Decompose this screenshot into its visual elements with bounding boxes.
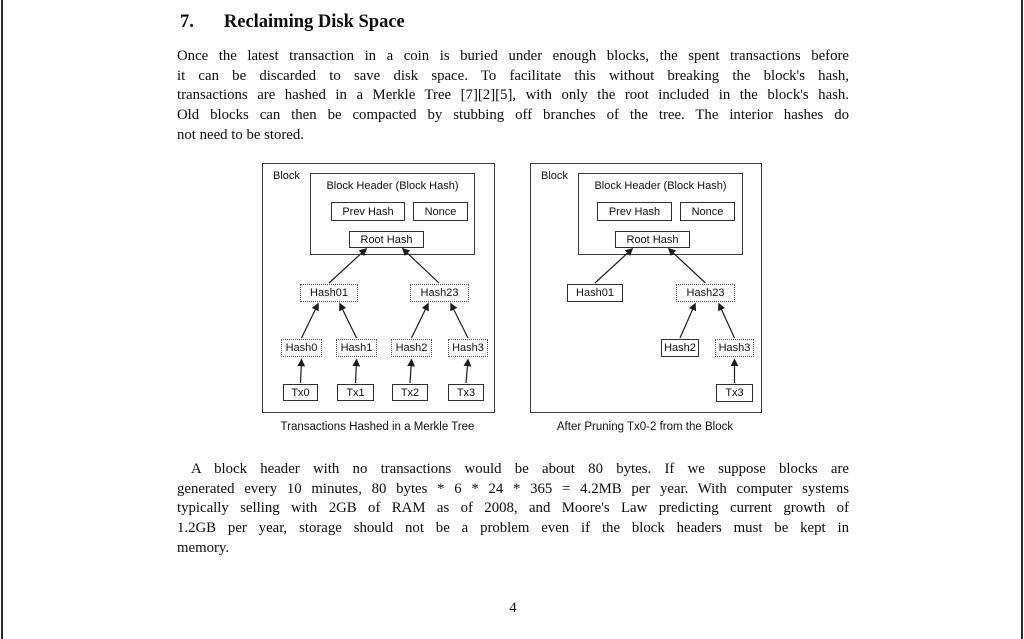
hash3-box (448, 339, 488, 357)
pruned-merkle-tree-figure (530, 163, 762, 413)
section-title-text: Reclaiming Disk Space (223, 12, 405, 32)
tx3-box (716, 384, 753, 402)
page-edge-right (1021, 0, 1023, 639)
nonce-label: Nonce (691, 205, 724, 218)
prev-hash-label: Prev Hash (342, 205, 394, 218)
merkle-tree-figure (262, 163, 495, 413)
hash23-box (410, 284, 469, 302)
paragraph-line: 1.2GB per year, storage should not be a problem even if the block headers must be kept in (177, 519, 849, 536)
tx2-label: Tx2 (400, 386, 420, 399)
prev-hash-box (597, 202, 672, 221)
hash01-label: Hash01 (310, 287, 348, 299)
hash01-box (567, 284, 623, 302)
figure-caption-right: After Pruning Tx0-2 from the Block (556, 421, 734, 433)
tx3-label: Tx3 (456, 386, 476, 399)
tx3-label: Tx3 (725, 387, 744, 399)
prev-hash-box (331, 202, 405, 221)
block-header-label: Block Header (Block Hash) (326, 180, 459, 192)
tx1-label: Tx1 (346, 386, 365, 399)
section-title (180, 12, 405, 33)
nonce-label: Nonce (424, 205, 457, 218)
paragraph-line: it can be discarded to save disk space. To facilitate this without breaking the block's hash, (177, 67, 849, 84)
hash01-box (300, 284, 358, 302)
nonce-box (413, 202, 468, 221)
tx0-label: Tx0 (291, 386, 310, 399)
hash2-box (391, 339, 432, 357)
tx0-box (283, 384, 318, 401)
hash23-box (676, 284, 735, 302)
root-hash-label: Root Hash (360, 233, 413, 246)
tx2-box (392, 384, 428, 401)
block-header-box (310, 173, 475, 255)
paragraph-line: Once the latest transaction in a coin is buried under enough blocks, the spent transactions before (177, 48, 849, 64)
hash23-label: Hash23 (686, 287, 725, 299)
paragraph-line: Old blocks can then be compacted by stubbing off branches of the tree. The interior hashes do (177, 106, 849, 123)
hash2-label: Hash2 (664, 342, 696, 354)
paragraph-line: not need to be stored. (177, 126, 304, 143)
block-label: Block (541, 170, 568, 182)
hash1-label: Hash1 (340, 342, 373, 354)
paragraph-line: memory. (177, 539, 230, 556)
hash0-label: Hash0 (285, 342, 318, 354)
hash3-label: Hash3 (718, 342, 751, 354)
prev-hash-label: Prev Hash (608, 205, 661, 218)
paragraph-1 (177, 47, 849, 145)
tx3-box (448, 384, 484, 401)
block-label: Block (273, 170, 300, 182)
hash3-box (715, 339, 754, 357)
hash3-label: Hash3 (452, 342, 484, 354)
block-header-label: Block Header (Block Hash) (594, 180, 727, 192)
hash0-box (281, 339, 322, 357)
tx1-box (337, 384, 374, 401)
root-hash-label: Root Hash (626, 233, 679, 246)
hash2-label: Hash2 (395, 342, 428, 354)
nonce-box (680, 202, 735, 221)
paragraph-line: A block header with no transactions would be about 80 bytes. If we suppose blocks are (191, 461, 849, 477)
hash1-box (336, 339, 377, 357)
hash2-box (661, 339, 699, 357)
figure-caption-left: Transactions Hashed in a Merkle Tree (280, 421, 475, 433)
paragraph-line: transactions are hashed in a Merkle Tree [7][2][5], with only the root included in the block's hash. (177, 87, 849, 104)
root-hash-box (349, 231, 424, 248)
paragraph-line: generated every 10 minutes, 80 bytes * 6 * 24 * 365 = 4.2MB per year. With computer systems (177, 480, 849, 497)
section-number: 7. (180, 12, 194, 32)
block-header-box (578, 173, 743, 255)
paragraph-2 (177, 460, 849, 558)
page-edge-left (1, 0, 3, 639)
page-number: 4 (509, 600, 517, 616)
hash01-label: Hash01 (576, 287, 614, 299)
paragraph-line: typically selling with 2GB of RAM as of 2008, and Moore's Law predicting current growth of (177, 500, 849, 517)
root-hash-box (615, 231, 690, 248)
hash23-label: Hash23 (420, 287, 459, 299)
